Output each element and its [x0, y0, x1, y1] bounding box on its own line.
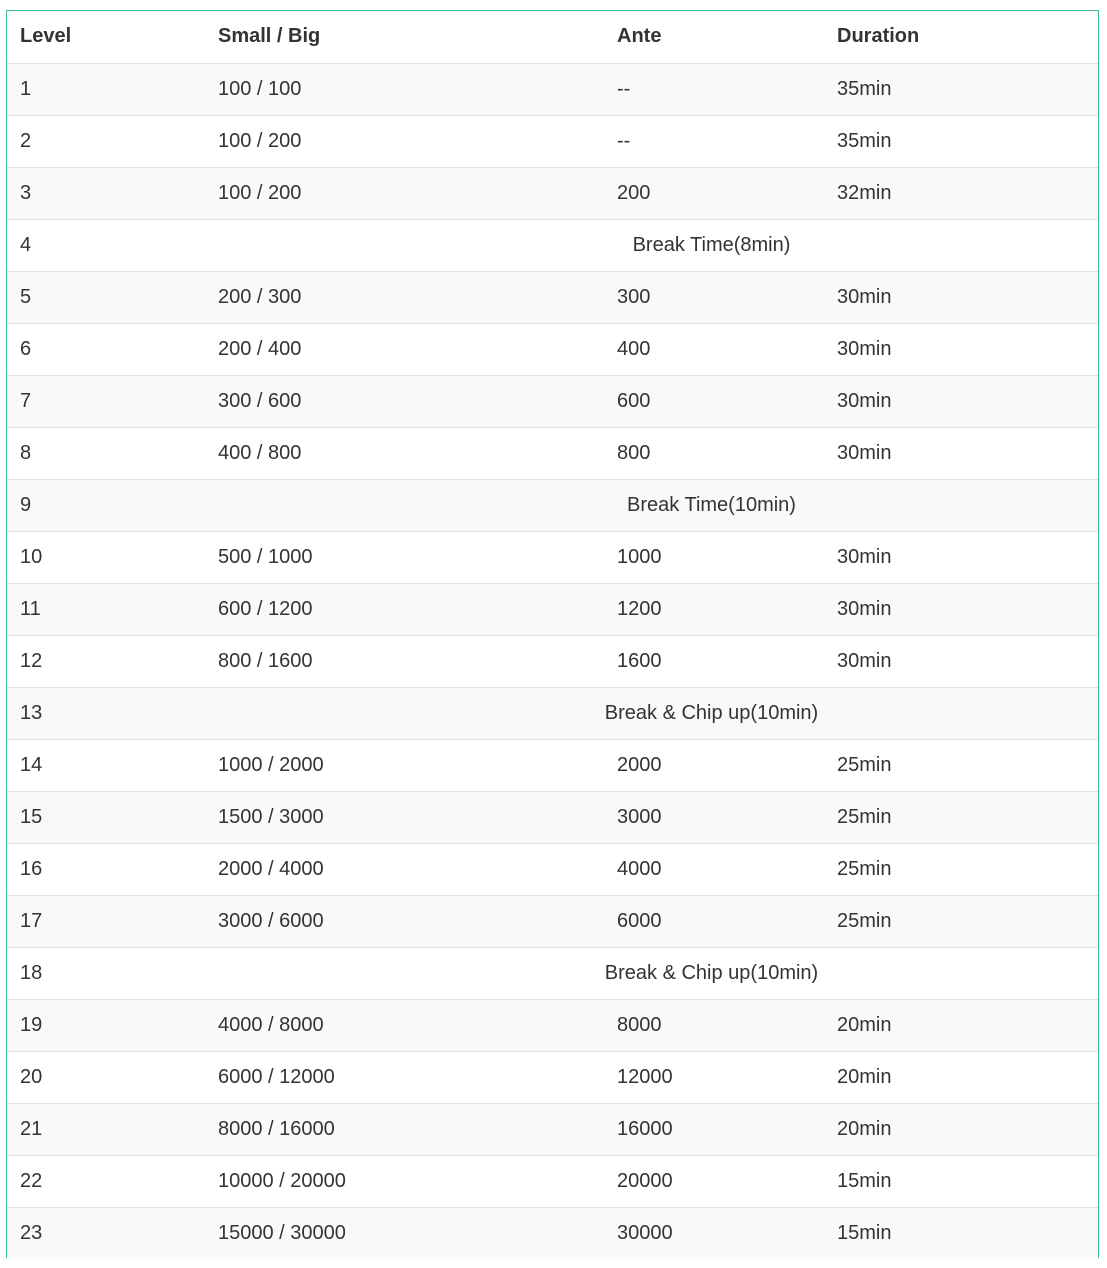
table-row — [7, 739, 1098, 791]
ante-cell: 30000 — [587, 1207, 816, 1259]
ante-cell: 20000 — [587, 1155, 816, 1207]
ante-cell: 8000 — [587, 999, 816, 1051]
ante-cell: 12000 — [587, 1051, 816, 1103]
header-ante: Ante — [617, 25, 662, 48]
ante-cell: 600 — [587, 375, 816, 427]
level-cell: 6 — [7, 323, 205, 375]
header-level: Level — [20, 25, 72, 48]
blinds-cell: 1500 / 3000 — [205, 791, 587, 843]
break-cell: Break Time(10min) — [205, 479, 1098, 531]
table-row — [7, 999, 1098, 1051]
blinds-cell: 600 / 1200 — [205, 583, 587, 635]
blinds-cell: 15000 / 30000 — [205, 1207, 587, 1259]
blinds-cell: 4000 / 8000 — [205, 999, 587, 1051]
duration-cell: 30min — [816, 635, 1098, 687]
blinds-cell: 6000 / 12000 — [205, 1051, 587, 1103]
table-row — [7, 1155, 1098, 1207]
table-row — [7, 583, 1098, 635]
level-cell: 7 — [7, 375, 205, 427]
duration-cell: 30min — [816, 531, 1098, 583]
table-body — [7, 63, 1098, 1259]
table-row — [7, 1207, 1098, 1259]
table-row — [7, 635, 1098, 687]
ante-cell: 400 — [587, 323, 816, 375]
level-cell: 23 — [7, 1207, 205, 1259]
header-row — [7, 11, 1098, 63]
duration-cell: 15min — [816, 1155, 1098, 1207]
table-row — [7, 1103, 1098, 1155]
table-row — [7, 1051, 1098, 1103]
blinds-cell: 500 / 1000 — [205, 531, 587, 583]
duration-cell: 30min — [816, 427, 1098, 479]
table-row — [7, 375, 1098, 427]
table-row — [7, 63, 1098, 115]
level-cell: 1 — [7, 63, 205, 115]
duration-cell: 25min — [816, 791, 1098, 843]
ante-cell: 200 — [587, 167, 816, 219]
duration-cell: 25min — [816, 739, 1098, 791]
table-row — [7, 323, 1098, 375]
level-cell: 3 — [7, 167, 205, 219]
blinds-cell: 200 / 400 — [205, 323, 587, 375]
blinds-cell: 200 / 300 — [205, 271, 587, 323]
level-cell: 20 — [7, 1051, 205, 1103]
blinds-cell: 100 / 100 — [205, 63, 587, 115]
duration-cell: 15min — [816, 1207, 1098, 1259]
level-cell: 10 — [7, 531, 205, 583]
level-cell: 19 — [7, 999, 205, 1051]
header-duration: Duration — [837, 25, 920, 48]
table-header — [7, 11, 1098, 63]
blinds-cell: 100 / 200 — [205, 167, 587, 219]
blinds-cell: 100 / 200 — [205, 115, 587, 167]
level-cell: 13 — [7, 687, 205, 739]
duration-cell: 30min — [816, 323, 1098, 375]
ante-cell: 300 — [587, 271, 816, 323]
blinds-cell: 1000 / 2000 — [205, 739, 587, 791]
ante-cell: 1200 — [587, 583, 816, 635]
blinds-cell: 3000 / 6000 — [205, 895, 587, 947]
level-cell: 21 — [7, 1103, 205, 1155]
duration-cell: 30min — [816, 271, 1098, 323]
table-row — [7, 167, 1098, 219]
ante-cell: 800 — [587, 427, 816, 479]
ante-cell: 4000 — [587, 843, 816, 895]
level-cell: 14 — [7, 739, 205, 791]
level-cell: 22 — [7, 1155, 205, 1207]
level-cell: 2 — [7, 115, 205, 167]
table-row — [7, 271, 1098, 323]
level-cell: 17 — [7, 895, 205, 947]
level-cell: 9 — [7, 479, 205, 531]
level-cell: 4 — [7, 219, 205, 271]
ante-cell: -- — [587, 63, 816, 115]
ante-cell: 2000 — [587, 739, 816, 791]
duration-cell: 25min — [816, 895, 1098, 947]
table-row — [7, 531, 1098, 583]
blinds-cell: 300 / 600 — [205, 375, 587, 427]
duration-cell: 32min — [816, 167, 1098, 219]
break-cell: Break & Chip up(10min) — [205, 947, 1098, 999]
level-cell: 18 — [7, 947, 205, 999]
ante-cell: 1600 — [587, 635, 816, 687]
break-cell: Break Time(8min) — [205, 219, 1098, 271]
level-cell: 12 — [7, 635, 205, 687]
level-cell: 16 — [7, 843, 205, 895]
break-row — [7, 219, 1098, 271]
table-row — [7, 791, 1098, 843]
level-cell: 5 — [7, 271, 205, 323]
table-row — [7, 427, 1098, 479]
duration-cell: 25min — [816, 843, 1098, 895]
ante-cell: 6000 — [587, 895, 816, 947]
duration-cell: 35min — [816, 115, 1098, 167]
duration-cell: 30min — [816, 583, 1098, 635]
blind-structure-table-container — [6, 10, 1099, 1258]
blinds-cell: 2000 / 4000 — [205, 843, 587, 895]
duration-cell: 20min — [816, 1103, 1098, 1155]
blinds-cell: 400 / 800 — [205, 427, 587, 479]
blind-structure-table — [7, 11, 1098, 1259]
duration-cell: 20min — [816, 999, 1098, 1051]
blinds-cell: 800 / 1600 — [205, 635, 587, 687]
break-row — [7, 687, 1098, 739]
level-cell: 8 — [7, 427, 205, 479]
break-cell: Break & Chip up(10min) — [205, 687, 1098, 739]
ante-cell: 16000 — [587, 1103, 816, 1155]
ante-cell: 1000 — [587, 531, 816, 583]
blinds-cell: 8000 / 16000 — [205, 1103, 587, 1155]
duration-cell: 30min — [816, 375, 1098, 427]
level-cell: 11 — [7, 583, 205, 635]
table-row — [7, 895, 1098, 947]
table-row — [7, 843, 1098, 895]
ante-cell: -- — [587, 115, 816, 167]
break-row — [7, 947, 1098, 999]
table-row — [7, 115, 1098, 167]
ante-cell: 3000 — [587, 791, 816, 843]
break-row — [7, 479, 1098, 531]
blinds-cell: 10000 / 20000 — [205, 1155, 587, 1207]
duration-cell: 35min — [816, 63, 1098, 115]
duration-cell: 20min — [816, 1051, 1098, 1103]
header-small-big: Small / Big — [218, 25, 321, 48]
level-cell: 15 — [7, 791, 205, 843]
